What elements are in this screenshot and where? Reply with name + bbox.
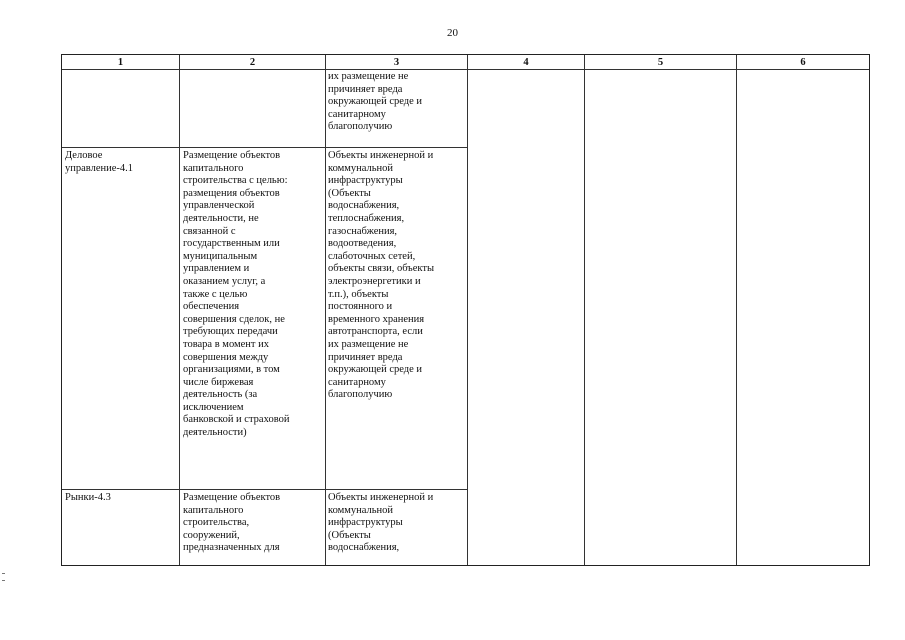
- margin-mark: [2, 580, 5, 581]
- row-2-col3: Объекты инженерной и коммунальной инфраструктуры (Объекты водоснабжения,: [328, 492, 434, 554]
- column-header-3: 3: [393, 57, 400, 68]
- margin-mark: [2, 573, 5, 574]
- column-header-4: 4: [523, 57, 529, 68]
- land-use-table: [61, 54, 870, 566]
- row-1-col1: Деловое управление-4.1: [65, 150, 134, 174]
- column-header-5: 5: [657, 57, 664, 68]
- column-header-1: 1: [117, 57, 124, 68]
- header-divider: [62, 69, 869, 70]
- column-divider-5-6: [736, 55, 737, 565]
- row-divider-1: [62, 147, 467, 148]
- row-2-col2: Размещение объектов капитального строительства, сооружений, предназначенных для: [183, 492, 281, 554]
- column-divider-4-5: [584, 55, 585, 565]
- column-divider-3-4: [467, 55, 468, 565]
- row-1-col3: Объекты инженерной и коммунальной инфраструктуры (Объекты водоснабжения, теплоснабжения, газоснабжения, водоотведения, слаботочных сетей, объекты связи, объекты электроэнергетики и т.п.), объекты постоянного и временного хранения автотранспорта, если их размещение не причиняет вреда окружающей среде и санитарному благополучию: [328, 150, 435, 401]
- row-divider-2: [62, 489, 467, 490]
- continuation-cell-col3: их размещение не причиняет вреда окружающей среде и санитарному благополучию: [328, 71, 423, 133]
- row-1-col2: Размещение объектов капитального строительства с целью: размещения объектов управленческой деятельности, не связанной с государственным или муниципальным управлением и оказанием услуг, а также с целью обеспечения совершения сделок, не требующих передачи товара в момент их совершения между организациями, в том числе биржевая деятельность (за исключением банковской и страховой деятельности): [183, 150, 290, 439]
- column-header-6: 6: [800, 57, 806, 68]
- row-2-col1: Рынки-4.3: [65, 492, 111, 503]
- page-number: 20: [447, 27, 458, 39]
- column-header-2: 2: [249, 57, 256, 68]
